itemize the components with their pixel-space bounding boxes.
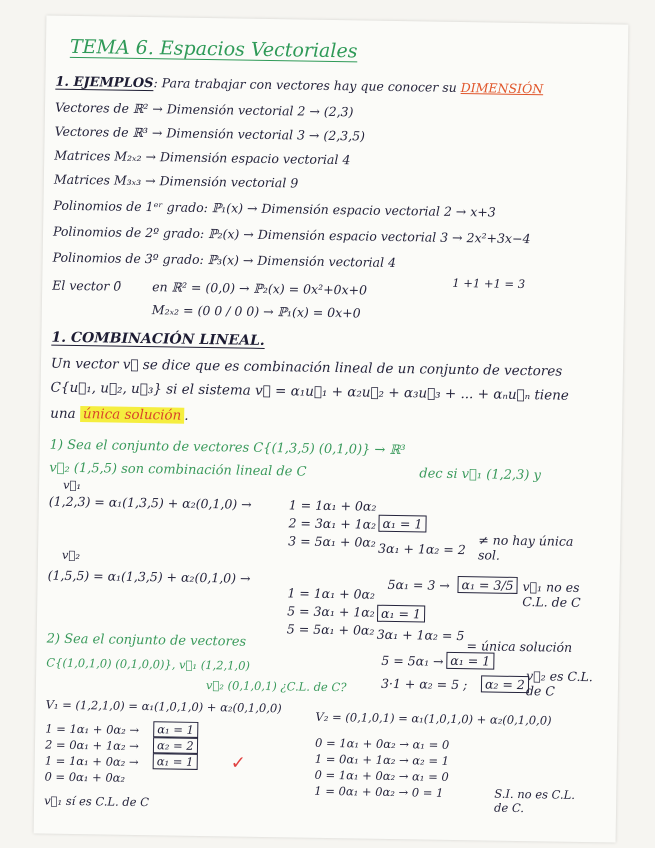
combinacion-heading: 1. COMBINACIÓN LINEAL. (51, 329, 265, 349)
equation: (1,5,5) = α₁(1,3,5) + α₂(0,1,0) → (47, 567, 251, 586)
system-line: 1 = 1α₁ + 0α₂ (288, 497, 377, 514)
system-line: 0 = 1α₁ + 0α₂ → α₁ = 0 (314, 735, 450, 752)
example-row: Polinomios de 3º grado: ℙ₃(x) → Dimensión vectorial 4 (52, 249, 397, 270)
definition-period: . (184, 407, 189, 424)
notebook-page (34, 15, 629, 842)
boxed-result: α₁ = 1 (153, 721, 198, 738)
system-line: 1 = 0α₁ + 1α₂ → α₂ = 1 (314, 751, 450, 768)
system-line: 3·1 + α₂ = 5 ; (380, 675, 468, 693)
definition-line (50, 406, 189, 424)
system-line: 1 = 1α₁ + 0α₂ → (44, 753, 139, 770)
example-row: en ℝ² = (0,0) → ℙ₂(x) = 0x²+0x+0 (152, 279, 368, 298)
result-note: v⃗₂ es C.L. de C (525, 668, 593, 699)
unica-solucion-highlight: única solución (80, 406, 185, 424)
system-line: 5α₁ = 3 → (387, 576, 450, 593)
example-row: Polinomios de 1ᵉʳ grado: ℙ₁(x) → Dimensión espacio vectorial 2 → x+3 (53, 197, 496, 220)
system-line: 1 = 1α₁ + 0α₂ → (45, 721, 140, 738)
example-row: M₂ₓ₂ = (0 0 / 0 0) → ℙ₁(x) = 0x+0 (151, 302, 361, 321)
system-line: 2 = 0α₁ + 1α₂ → (44, 737, 139, 754)
boxed-result: α₁ = 1 (378, 515, 426, 533)
exercise-1-statement: dec si v⃗₁ (1,2,3) y (419, 466, 541, 484)
vector-label: v⃗₁ (62, 477, 82, 493)
conclusion: v⃗₁ sí es C.L. de C (44, 793, 150, 810)
exercise-2-statement: v⃗₂ (0,1,0,1) ¿C.L. de C? (205, 678, 347, 695)
boxed-result: α₁ = 1 (377, 605, 425, 623)
exercise-1-statement: v⃗₂ (1,5,5) son combinación lineal de C (49, 460, 307, 480)
ejemplos-intro (55, 74, 543, 98)
system-line: 5 = 5α₁ → (381, 652, 444, 669)
system-line: 1 = 0α₁ + 0α₂ → 0 = 1 (314, 783, 444, 800)
system-line: 0 = 0α₁ + 0α₂ (44, 769, 126, 785)
example-row: Vectores de ℝ³ → Dimensión vectorial 3 → (2,3,5) (54, 123, 366, 144)
result-note: ≠ no hay única sol. (477, 532, 574, 563)
system-line: 1 = 1α₁ + 0α₂ (287, 585, 376, 602)
example-row: Vectores de ℝ² → Dimensión vectorial 2 → (2,3) (54, 99, 354, 120)
exercise-2-statement: C{(1,0,1,0) (0,1,0,0)}, v⃗₁ (1,2,1,0) (46, 655, 251, 673)
example-row: Polinomios de 2º grado: ℙ₂(x) → Dimensión espacio vectorial 3 → 2x²+3x−4 (52, 223, 531, 247)
example-row: Matrices M₂ₓ₂ → Dimensión espacio vectorial 4 (54, 147, 351, 168)
system-line: 3α₁ + 1α₂ = 5 (376, 626, 465, 644)
result-note: = única solución (466, 638, 573, 655)
dimension-word: DIMENSIÓN (460, 79, 544, 97)
system-line: 5 = 5α₁ + 0α₂ (286, 621, 375, 638)
result-note: v⃗₁ no es C.L. de C (522, 579, 581, 610)
boxed-result: α₂ = 2 (153, 737, 198, 754)
checkmark-icon: ✓ (230, 752, 246, 774)
system-line: 3α₁ + 1α₂ = 2 (378, 540, 466, 558)
boxed-result: α₁ = 1 (446, 652, 494, 670)
definition-line: Un vector v⃗ se dice que es combinación lineal de un conjunto de vectores (50, 355, 563, 380)
equation: V₁ = (1,2,1,0) = α₁(1,0,1,0) + α₂(0,1,0,0) (45, 697, 282, 716)
definition-line: C{u⃗₁, u⃗₂, u⃗₃} si el sistema v⃗ = α₁u⃗₁ + α₂u⃗₂ + α₃u⃗₃ + ... + αₙu⃗ₙ tiene (50, 379, 569, 404)
conclusion: S.I. no es C.L. de C. (493, 786, 576, 816)
boxed-result: α₁ = 3/5 (457, 576, 517, 594)
exercise-1-statement: 1) Sea el conjunto de vectores C{(1,3,5) (0,1,0)} → ℝ³ (49, 437, 406, 459)
system-line: 0 = 1α₁ + 0α₂ → α₁ = 0 (314, 767, 449, 784)
system-line: 3 = 5α₁ + 0α₂ (288, 533, 376, 550)
example-row: Matrices M₃ₓ₃ → Dimensión vectorial 9 (53, 171, 299, 191)
vector-label: v⃗₂ (61, 547, 81, 563)
system-line: 2 = 3α₁ + 1α₂ (288, 515, 377, 532)
equation: (1,2,3) = α₁(1,3,5) + α₂(0,1,0) → (48, 493, 252, 512)
example-row: El vector 0̄ (52, 277, 122, 294)
system-line: 5 = 3α₁ + 1α₂ (287, 603, 375, 620)
boxed-result: α₂ = 2 (481, 675, 529, 693)
ejemplos-heading: 1. EJEMPLOS (55, 74, 154, 92)
boxed-result: α₁ = 1 (153, 753, 198, 770)
definition-word: una (50, 405, 76, 422)
equation: V₂ = (0,1,0,1) = α₁(1,0,1,0) + α₂(0,1,0,0) (315, 709, 552, 728)
dimension-count: 1 +1 +1 = 3 (452, 275, 526, 292)
page-title: TEMA 6. Espacios Vectoriales (69, 35, 358, 63)
exercise-2-statement: 2) Sea el conjunto de vectores (46, 631, 247, 650)
intro-text: : Para trabajar con vectores hay que conocer su (153, 75, 457, 95)
